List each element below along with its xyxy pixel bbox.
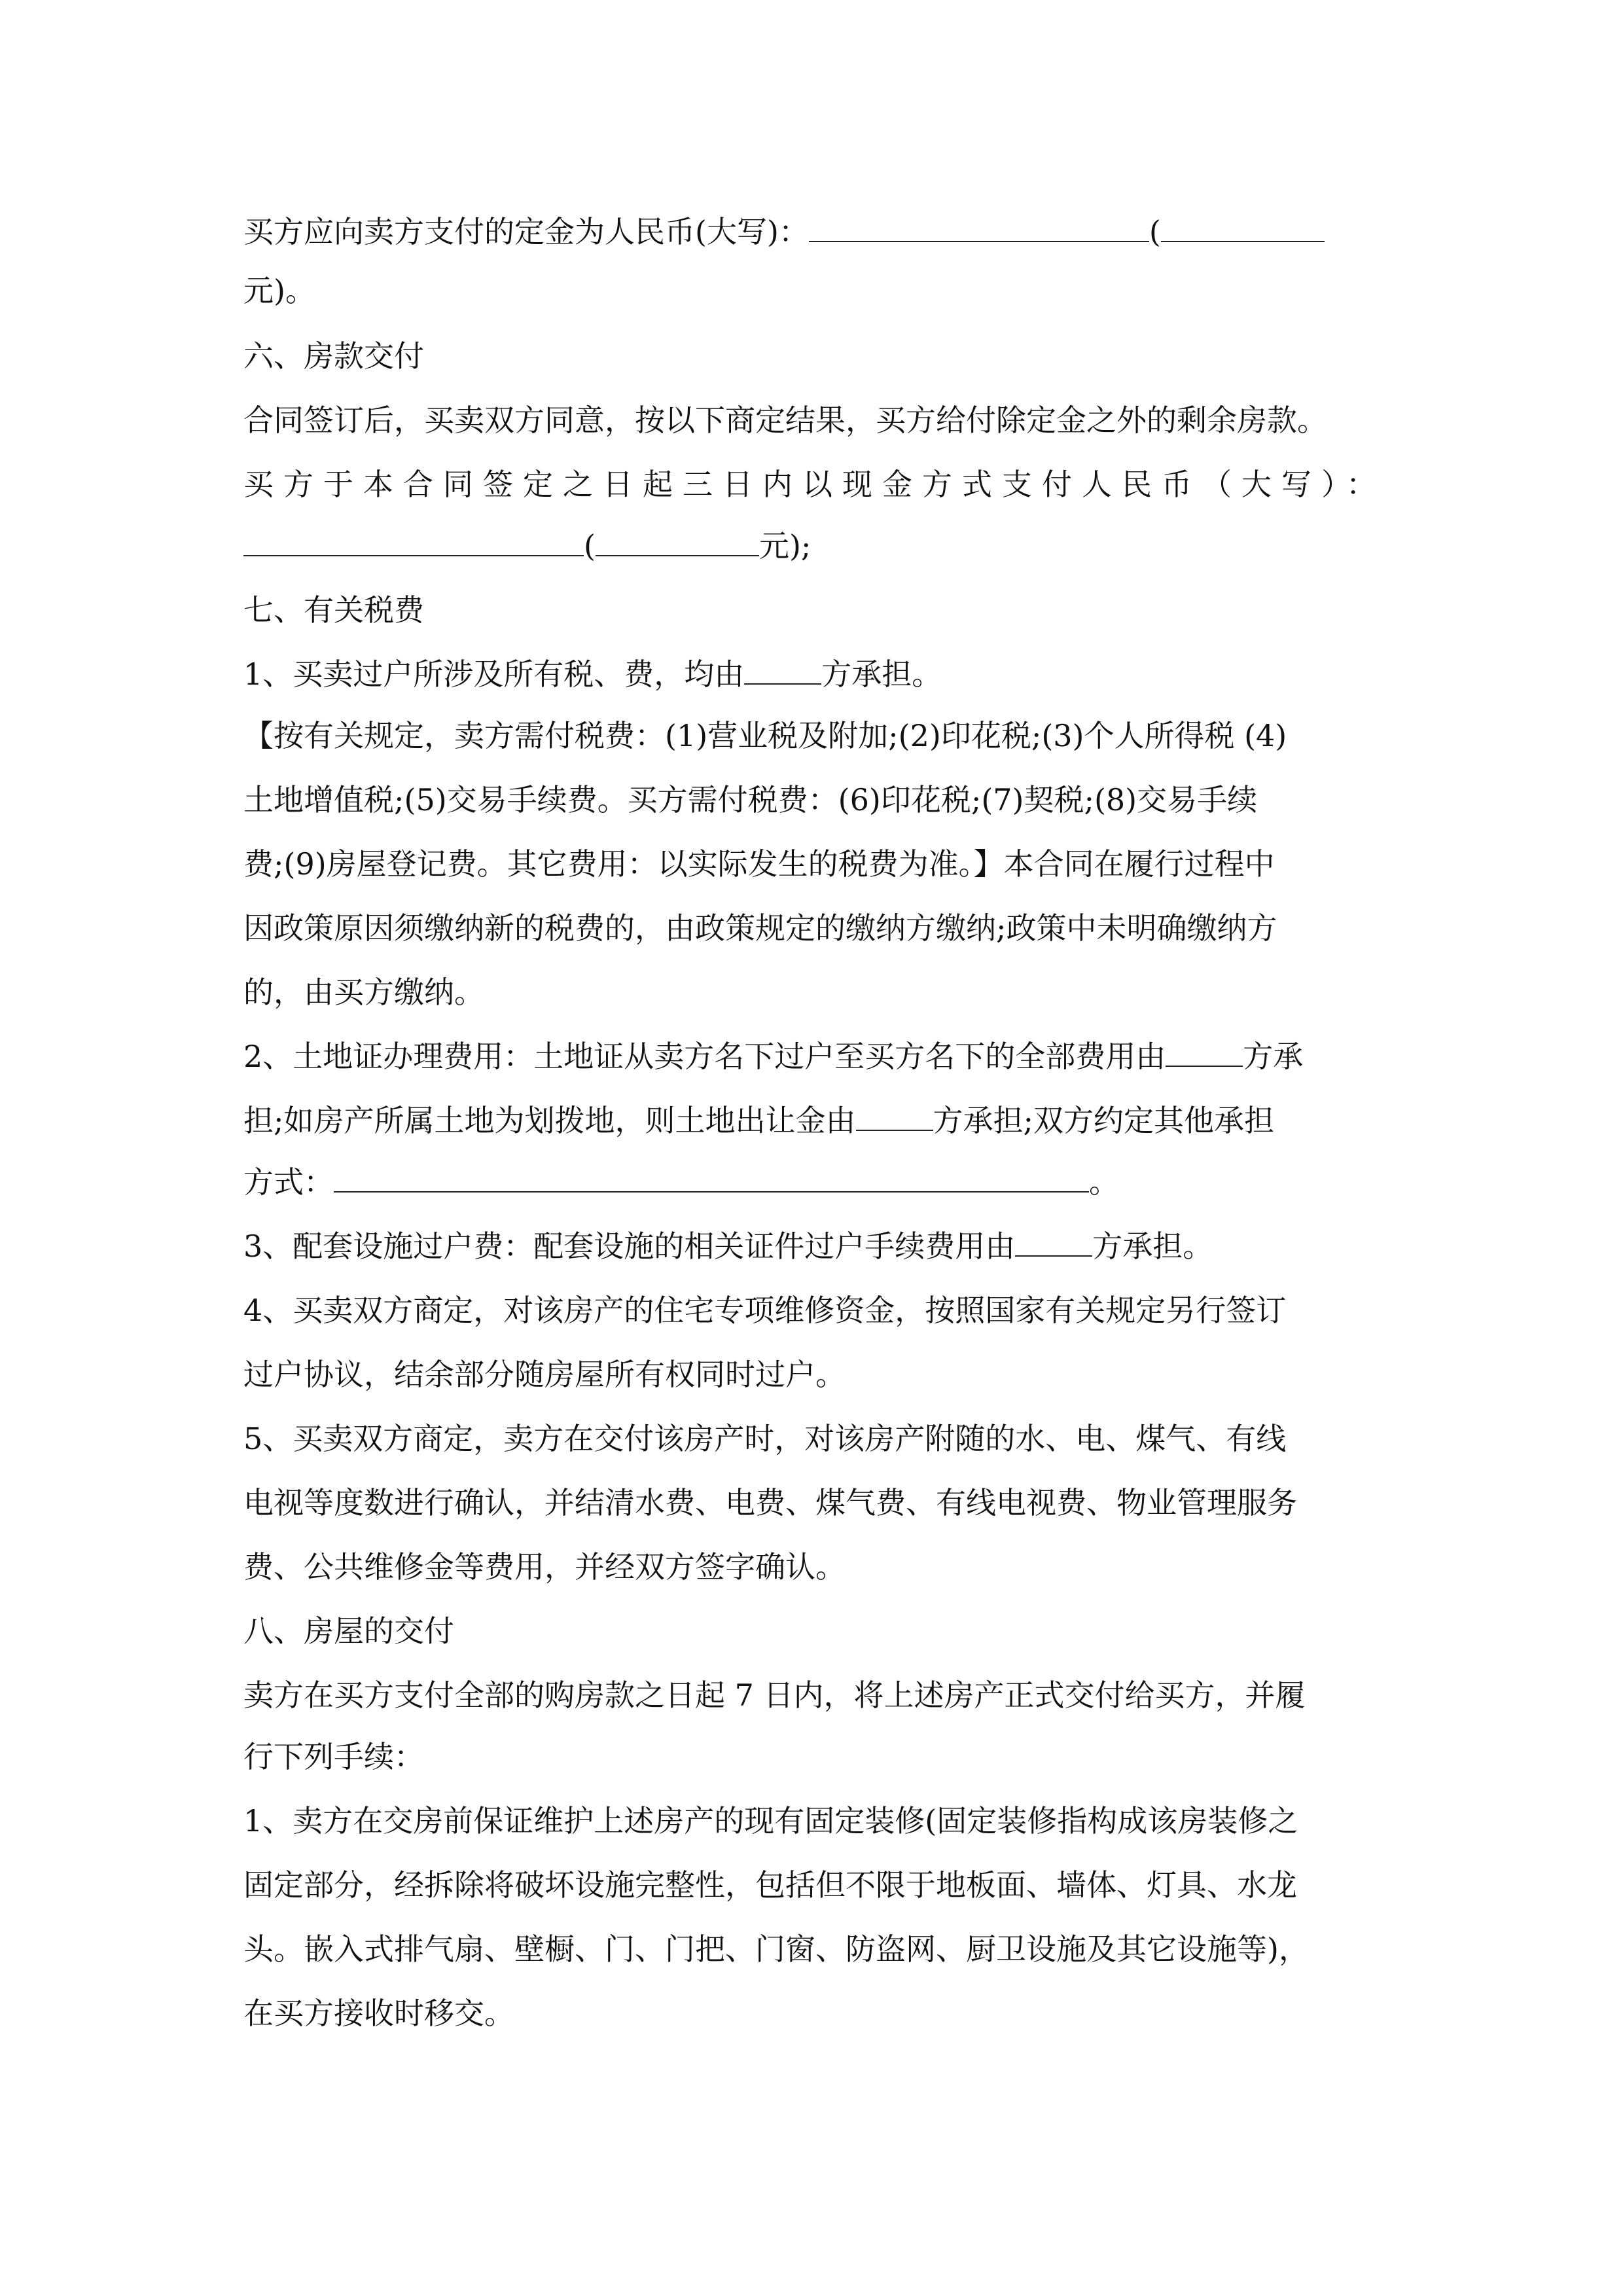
paragraph-line: 固定部分，经拆除将破坏设施完整性，包括但不限于地板面、墙体、灯具、水龙 [243,1867,1297,1903]
other-method-blank[interactable] [334,1162,1089,1193]
paragraph-line: 5、买卖双方商定，卖方在交付该房产时，对该房产附随的水、电、煤气、有线 [243,1421,1287,1456]
paragraph-line: 的，由买方缴纳。 [243,975,484,1010]
paragraph-line: 【按有关规定，卖方需付税费：(1)营业税及附加;(2)印花税;(3)个人所得税 (4) [243,718,1287,753]
other-method-suffix: 。 [1089,1164,1119,1200]
deposit-amount-numeric-blank[interactable] [1161,212,1325,242]
land-transfer-party-blank[interactable] [856,1101,933,1131]
paragraph-line: 4、买卖双方商定，对该房产的住宅专项维修资金，按照国家有关规定另行签订 [243,1293,1287,1328]
other-method-line [243,1162,1119,1202]
land-transfer-text: 担;如房产所属土地为划拨地，则土地出让金由 [243,1103,856,1138]
paragraph-line: 过户协议，结余部分随房屋所有权同时过户。 [243,1357,846,1392]
tax-item-3-text: 3、配套设施过户费：配套设施的相关证件过户手续费用由 [243,1229,1016,1264]
section-7-heading: 七、有关税费 [243,592,424,628]
section-8-heading: 八、房屋的交付 [243,1613,454,1649]
tax-item-3-line [243,1227,1213,1266]
deposit-amount-paren: ( [1149,214,1161,249]
tax-item-1-line [243,655,942,694]
paragraph-line: 卖方在买方支付全部的购房款之日起 7 日内，将上述房产正式交付给买方，并履 [243,1677,1306,1713]
payment-amount-numeric-blank[interactable] [596,526,759,556]
other-method-label: 方式： [243,1164,334,1200]
payment-text: 买方于本合同签定之日起三日内以现金方式支付人民币（大写）： [243,467,1386,502]
paragraph-line: 行下列手续： [243,1739,424,1774]
tax-item-1-suffix: 方承担。 [821,656,942,692]
paragraph-line: 费;(9)房屋登记费。其它费用：以实际发生的税费为准。】本合同在履行过程中 [243,846,1275,882]
paragraph-line: 土地增值税;(5)交易手续费。买方需付税费：(6)印花税;(7)契税;(8)交易手续 [243,782,1258,817]
paragraph-line: 因政策原因须缴纳新的税费的，由政策规定的缴纳方缴纳;政策中未明确缴纳方 [243,910,1277,946]
facility-party-blank[interactable] [1015,1227,1092,1257]
payment-amount-unit: 元); [758,528,812,564]
payment-amount-paren: ( [584,528,596,564]
section-6-heading: 六、房款交付 [243,338,424,374]
tax-item-3-suffix: 方承担。 [1092,1229,1213,1264]
payment-amount-uppercase-blank[interactable] [243,526,584,556]
paragraph-line: 电视等度数进行确认，并结清水费、电费、煤气费、有线电视费、物业管理服务 [243,1485,1297,1520]
payment-line [243,465,1386,504]
paragraph-line: 头。嵌入式排气扇、壁橱、门、门把、门窗、防盗网、厨卫设施及其它设施等)， [243,1931,1309,1967]
deposit-amount-line-end: 元)。 [243,273,315,308]
tax-item-2-suffix: 方承 [1243,1039,1304,1074]
paragraph-line: 合同签订后，买卖双方同意，按以下商定结果，买方给付除定金之外的剩余房款。 [243,403,1327,438]
deposit-amount-label: 买方应向卖方支付的定金为人民币(大写)： [243,214,809,249]
tax-item-2-text: 2、土地证办理费用：土地证从卖方名下过户至买方名下的全部费用由 [243,1039,1166,1074]
deposit-amount-uppercase-blank[interactable] [809,212,1149,242]
land-transfer-suffix: 方承担;双方约定其他承担 [933,1103,1274,1138]
paragraph-line: 费、公共维修金等费用，并经双方签字确认。 [243,1549,846,1585]
land-cert-party-blank[interactable] [1166,1037,1243,1067]
deposit-amount-line [243,212,1325,251]
tax-item-2-line [243,1037,1303,1076]
payment-amount-line [243,526,811,565]
land-transfer-line [243,1101,1274,1140]
tax-item-1-text: 1、买卖过户所涉及所有税、费，均由 [243,656,745,692]
paragraph-line: 1、卖方在交房前保证维护上述房产的现有固定装修(固定装修指构成该房装修之 [243,1803,1298,1839]
tax-party-blank-1[interactable] [744,655,821,685]
paragraph-line: 在买方接收时移交。 [243,1996,514,2031]
